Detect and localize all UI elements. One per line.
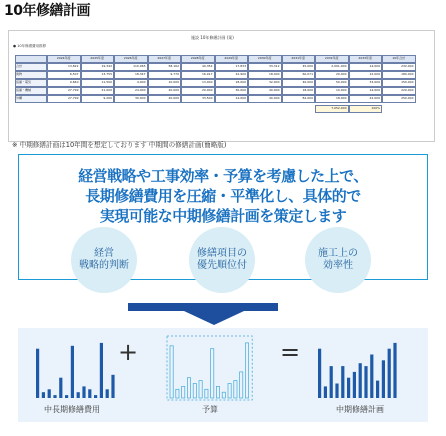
label-budget: 予算 (202, 405, 218, 414)
bar (335, 384, 338, 399)
table-cell: 40,354 (181, 63, 215, 71)
page-title: 10年修繕計画 (4, 3, 90, 19)
headline-line-2: 長期修繕費用を圧縮・平準化し、具体的で (85, 187, 361, 205)
bar (347, 378, 350, 398)
bar (245, 343, 248, 398)
table-cell: 12,000 (349, 71, 383, 79)
table-cell: 40,000 (248, 95, 282, 103)
label-mid-term-plan: 中期修繕計画 (336, 405, 384, 414)
table-cell: 30,000 (215, 87, 249, 95)
bar (205, 389, 208, 398)
year-header: 2031年度 (282, 55, 316, 63)
table-cell: 27,799 (47, 95, 81, 103)
table-cell: 11,500 (81, 79, 115, 87)
bar (88, 389, 91, 398)
table-cell: 18,000 (282, 87, 316, 95)
bar (82, 386, 85, 398)
bar (393, 343, 396, 398)
bar (199, 381, 202, 398)
bar (318, 349, 321, 398)
table-cell: 9,840 (47, 79, 81, 87)
table-cell: 58,162 (148, 63, 182, 71)
bar (341, 366, 344, 398)
chart-long-term-cost (36, 343, 115, 398)
circle-management (71, 227, 137, 293)
bar (100, 343, 103, 398)
table-cell: 27,799 (47, 87, 81, 95)
table-cell: 13,000 (181, 79, 215, 87)
table-cell: 14,000 (349, 87, 383, 95)
year-header: 2025年度 (81, 55, 115, 63)
bar (111, 375, 114, 398)
bar (94, 395, 97, 398)
bar (106, 389, 109, 398)
table-cell: 24,000 (114, 87, 148, 95)
table-cell: 4,000 (114, 79, 148, 87)
down-arrow-icon (184, 311, 244, 325)
chart-budget (167, 336, 252, 400)
headline-line-1: 経営戦略や工事効率・予算を考慮した上で、 (78, 167, 368, 185)
table-cell: 250,000 (382, 95, 416, 103)
table-cell: 22,900 (215, 71, 249, 79)
table-cell: 18,347 (114, 71, 148, 79)
table-cell: 18,400 (248, 71, 282, 79)
circle-priority-label: 修繕項目の 優先順位付 (197, 247, 247, 271)
circle-efficiency-label: 施工上の 効率性 (318, 247, 358, 271)
headline-line-3: 実現可能な中期修繕計画を策定します (99, 207, 347, 225)
bar (353, 372, 356, 398)
circle-priority (189, 227, 255, 293)
year-header: 2028年度 (181, 55, 215, 63)
table-cell: 2,001,000 (315, 63, 349, 71)
bar (324, 386, 327, 398)
table-cell: 232,000 (382, 63, 416, 71)
arrow-bar (128, 303, 278, 311)
bar (71, 346, 74, 398)
table-cell: 60,071 (282, 71, 316, 79)
table-cell: 30,000 (114, 95, 148, 103)
year-header: 2029年度 (215, 55, 249, 63)
label-long-term-cost: 中長期修繕費用 (44, 405, 100, 414)
table-cell: 180,000 (382, 71, 416, 79)
table-cell: 9,770 (148, 71, 182, 79)
table-cell: 21,000 (81, 87, 115, 95)
table-cell: 150,000 (382, 79, 416, 87)
bar (364, 366, 367, 398)
bar (388, 349, 391, 398)
year-header: 2026年度 (114, 55, 148, 63)
bar (42, 392, 45, 398)
table-cell: 9,200 (81, 95, 115, 103)
bar (211, 349, 214, 398)
year-header: 2032年度 (315, 55, 349, 63)
bar (193, 384, 196, 399)
bar (77, 392, 80, 398)
table-cell: 10,000 (315, 87, 349, 95)
bar (65, 395, 68, 398)
bar (176, 389, 179, 398)
table-cell: 220,000 (382, 87, 416, 95)
year-header: 2027年度 (148, 55, 182, 63)
table-cell: 20,000 (148, 95, 182, 103)
table-cell: 20,000 (148, 87, 182, 95)
year-header: 2024年度 (47, 55, 81, 63)
sheet-subtitle: ● 10年修繕費用推移 (13, 44, 47, 48)
bar (376, 381, 379, 398)
sheet-title: 施設 10年修繕計画 (案) (191, 35, 234, 40)
circle-efficiency (305, 227, 371, 293)
equals-sign: = (280, 338, 301, 366)
bar (240, 372, 243, 398)
table-cell: 10,000 (148, 79, 182, 87)
table-cell: 32,000 (248, 79, 282, 87)
bar (330, 366, 333, 398)
table-cell: 33,312 (248, 63, 282, 71)
table-cell: 40,000 (248, 87, 282, 95)
table-cell: 19,342 (81, 63, 115, 71)
table-cell: 20,000 (315, 71, 349, 79)
row-label: 合計 (15, 63, 47, 71)
table-cell: 40,000 (282, 79, 316, 87)
footer-cell: 100% (349, 105, 383, 113)
chart-mid-term-plan (318, 343, 397, 398)
row-label: 建物 (15, 71, 47, 79)
table-cell: 14,000 (349, 63, 383, 71)
plus-sign: + (118, 338, 139, 366)
row-label: 設備・電気 (15, 79, 47, 87)
bar (48, 389, 51, 398)
bar (187, 378, 190, 398)
table-cell: 22,000 (349, 95, 383, 103)
table-cell: 33,500 (181, 95, 215, 103)
bar (359, 363, 362, 398)
row-label: 外構 (15, 95, 47, 103)
bar (234, 381, 237, 398)
maintenance-spreadsheet (8, 30, 435, 142)
bar (228, 384, 231, 399)
bar (216, 386, 219, 398)
table-cell: 16,917 (181, 71, 215, 79)
year-header: 2033年度 (349, 55, 383, 63)
table-cell: 82,000 (282, 95, 316, 103)
footer-cell: 7,052,000 (315, 105, 349, 113)
circle-management-label: 経営 戦略的判断 (79, 247, 129, 271)
table-cell: 17,833 (215, 63, 249, 71)
table-cell: 45,000 (282, 63, 316, 71)
bar (36, 349, 39, 398)
bar (170, 346, 173, 398)
bar (370, 355, 373, 399)
table-cell: 50,000 (315, 79, 349, 87)
header-corner (15, 55, 47, 63)
table-cell: 18,000 (315, 95, 349, 103)
footnote: ※ 中期修繕計画は10年間を想定しております 中期間の修繕計画(簡略版) (12, 141, 227, 149)
table-cell: 20,000 (181, 87, 215, 95)
bar (182, 386, 185, 398)
table-cell: 33,000 (349, 79, 383, 87)
bar (382, 360, 385, 398)
year-header: 2030年度 (248, 55, 282, 63)
table-cell: 14,000 (215, 95, 249, 103)
strategy-banner (18, 154, 428, 280)
bar (59, 378, 62, 398)
table-cell: 13,755 (81, 71, 115, 79)
bar (222, 392, 225, 398)
table-cell: 13,822 (47, 63, 81, 71)
bar (53, 395, 56, 398)
year-header: 10年合計 (382, 55, 416, 63)
equation-panel (18, 328, 428, 422)
table-cell: 18,000 (215, 79, 249, 87)
table-cell: 6,507 (47, 71, 81, 79)
table-cell: 110,065 (114, 63, 148, 71)
row-label: 設備・機械 (15, 87, 47, 95)
